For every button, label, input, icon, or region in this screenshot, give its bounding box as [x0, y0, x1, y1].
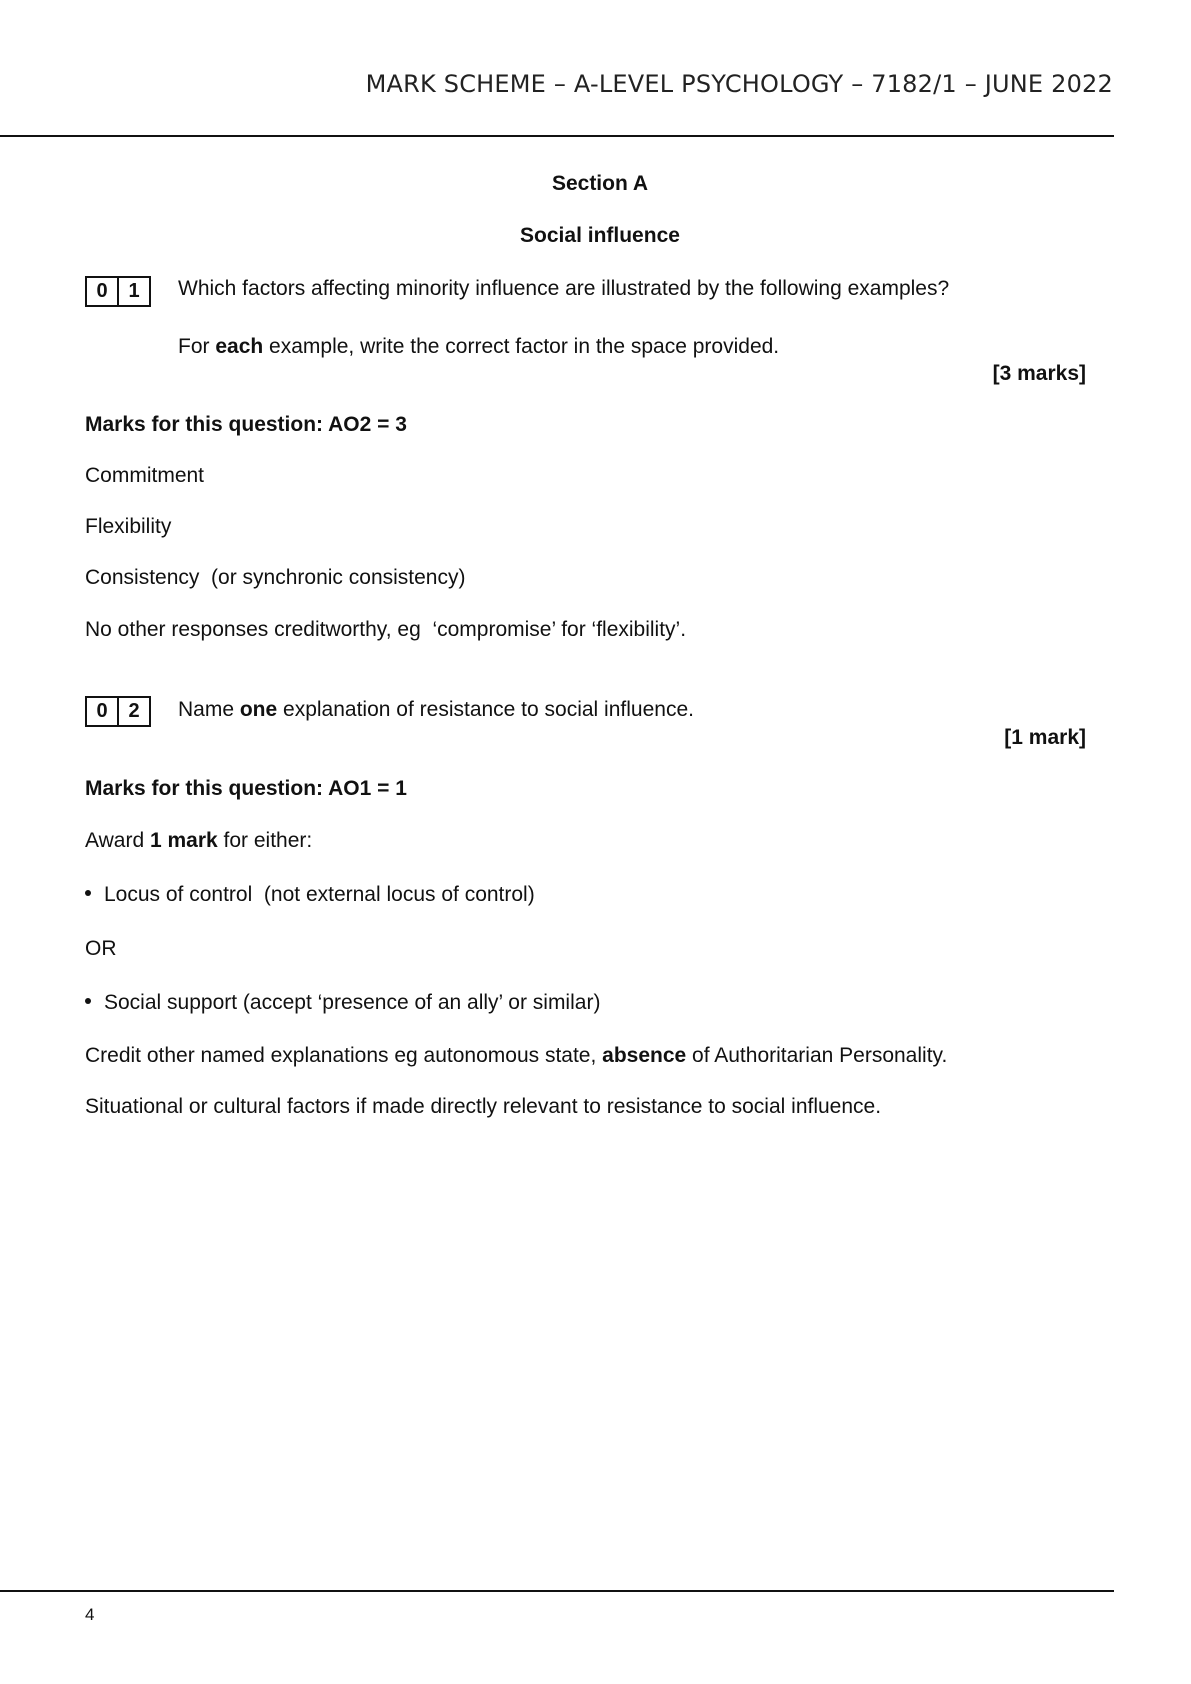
bullet-icon: [85, 890, 91, 896]
page-number: 4: [85, 1605, 95, 1624]
q1-marks-heading: Marks for this question: AO2 = 3: [85, 413, 407, 436]
section-subheading: Social influence: [520, 224, 680, 247]
q1-answer-2: Flexibility: [85, 515, 172, 538]
question-number-digit: 0: [96, 700, 108, 722]
q2-award-post: for either:: [217, 829, 313, 852]
document-header-title: MARK SCHEME – A-LEVEL PSYCHOLOGY – 7182/1 – JUNE 2022: [365, 70, 1113, 98]
q2-credit-pre: Credit other named explanations eg autonomous state,: [85, 1044, 603, 1067]
header-rule: [0, 135, 1114, 137]
q2-bullet-2: [85, 991, 600, 1015]
bullet-icon: [85, 998, 91, 1004]
question-number-box-01: [85, 276, 151, 307]
footer-rule: [0, 1590, 1114, 1592]
q2-award-line: [85, 829, 312, 853]
q1-instruction: [178, 335, 779, 359]
q2-question-bold: one: [239, 698, 278, 721]
q2-bullet-1-text: Locus of control (not external locus of control): [104, 883, 535, 906]
q2-award-bold: 1 mark: [149, 829, 218, 852]
q2-marks-heading: Marks for this question: AO1 = 1: [85, 777, 407, 800]
q2-credit-bold: absence: [602, 1044, 687, 1067]
q1-answer-1: Commitment: [85, 464, 205, 487]
q1-instruction-bold: each: [215, 335, 264, 358]
question-number-digit: 1: [117, 278, 149, 305]
q2-award-pre: Award: [85, 829, 150, 852]
q2-bullet-1: [85, 883, 535, 907]
question-number-digit: 0: [96, 280, 108, 302]
q2-question-post: explanation of resistance to social influence.: [277, 698, 694, 721]
q2-credit-line: [85, 1044, 947, 1068]
q2-situational-line: Situational or cultural factors if made directly relevant to resistance to social influence.: [85, 1095, 882, 1118]
q1-question-text: Which factors affecting minority influence are illustrated by the following examples?: [178, 277, 950, 300]
q1-instruction-post: example, write the correct factor in the space provided.: [263, 335, 780, 358]
q1-marks: [3 marks]: [992, 362, 1086, 385]
q2-or: OR: [85, 937, 117, 960]
q2-question-text: [178, 698, 694, 722]
question-number-box-02: [85, 696, 151, 727]
q2-bullet-2-text: Social support (accept ‘presence of an ally’ or similar): [104, 991, 601, 1014]
q1-answer-note: No other responses creditworthy, eg ‘compromise’ for ‘flexibility’.: [85, 618, 687, 641]
section-heading: Section A: [551, 172, 649, 195]
q2-credit-post: of Authoritarian Personality.: [686, 1044, 948, 1067]
question-number-digit: 2: [117, 698, 149, 725]
q2-question-pre: Name: [178, 698, 240, 721]
q1-answer-3: Consistency (or synchronic consistency): [85, 566, 466, 589]
q2-marks: [1 mark]: [1004, 726, 1086, 749]
q1-instruction-pre: For: [178, 335, 216, 358]
